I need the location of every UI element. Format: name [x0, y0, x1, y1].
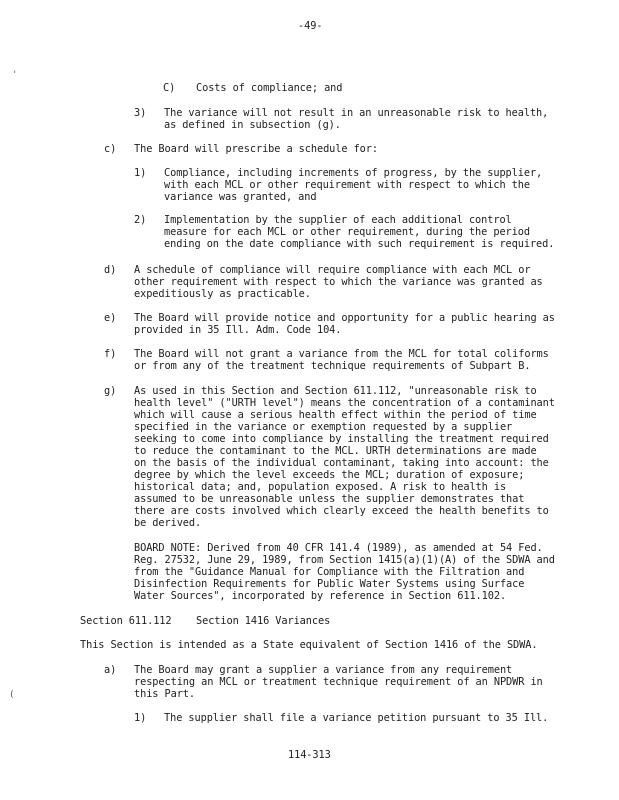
text-line: which will cause a serious health effect within the period of time	[134, 409, 537, 421]
board-note-line: BOARD NOTE: Derived from 40 CFR 141.4 (1989), as amended at 54 Fed.	[134, 542, 543, 554]
text-line: A schedule of compliance will require compliance with each MCL or	[134, 264, 531, 276]
item-label: d)	[104, 264, 117, 276]
text-line: to reduce the contaminant to the MCL. URTH determinations are made	[134, 445, 537, 457]
text-line: there are costs involved which clearly exceed the health benefits to	[134, 505, 549, 517]
text-line: ending on the date compliance with such requirement is required.	[164, 238, 555, 250]
text-line: The Board will prescribe a schedule for:	[134, 143, 378, 155]
item-label: 1)	[134, 712, 147, 724]
board-note-line: Reg. 27532, June 29, 1989, from Section 1415(a)(1)(A) of the SDWA and	[134, 554, 555, 566]
text-line: expeditiously as practicable.	[134, 288, 311, 300]
text-line: as defined in subsection (g).	[164, 119, 341, 131]
board-note-line: from the "Guidance Manual for Compliance with the Filtration and	[134, 566, 525, 578]
text-line: The Board will not grant a variance from the MCL for total coliforms	[134, 348, 549, 360]
text-line: variance was granted, and	[164, 191, 317, 203]
page-number: -49-	[298, 20, 323, 32]
board-note-line: Disinfection Requirements for Public Water Systems using Surface	[134, 578, 525, 590]
section-title: Section 1416 Variances	[196, 615, 331, 627]
text-line: be derived.	[134, 517, 202, 529]
text-line: on the basis of the individual contaminant, taking into account: the	[134, 457, 549, 469]
item-label: f)	[104, 348, 117, 360]
text-line: Implementation by the supplier of each additional control	[164, 214, 512, 226]
item-label: g)	[104, 385, 117, 397]
item-label: e)	[104, 312, 117, 324]
text-line: The supplier shall file a variance petition pursuant to 35 Ill.	[164, 712, 549, 724]
text-line: provided in 35 Ill. Adm. Code 104.	[134, 324, 342, 336]
text-line: Compliance, including increments of progress, by the supplier,	[164, 167, 543, 179]
text-line: measure for each MCL or other requirement, during the period	[164, 226, 530, 238]
item-label: 2)	[134, 214, 147, 226]
item-label: 3)	[134, 107, 147, 119]
page-footer: 114-313	[288, 749, 331, 761]
item-label: 1)	[134, 167, 147, 179]
board-note-line: Water Sources", incorporated by reference in Section 611.102.	[134, 590, 507, 602]
text-line: or from any of the treatment technique requirements of Subpart B.	[134, 360, 531, 372]
text-line: with each MCL or other requirement with respect to which the	[164, 179, 530, 191]
margin-mark: '	[12, 70, 18, 80]
text-line: this Part.	[134, 688, 195, 700]
text-line: seeking to come into compliance by installing the treatment required	[134, 433, 549, 445]
section-number: Section 611.112	[80, 615, 172, 627]
text-line: health level" ("URTH level") means the concentration of a contaminant	[134, 397, 555, 409]
text-line: Costs of compliance; and	[196, 82, 343, 94]
text-line: The Board will provide notice and opportunity for a public hearing as	[134, 312, 555, 324]
text-line: The variance will not result in an unreasonable risk to health,	[164, 107, 549, 119]
text-line: historical data; and, population exposed. A risk to health is	[134, 481, 507, 493]
item-label: a)	[104, 664, 117, 676]
item-label: C)	[163, 82, 176, 94]
text-line: other requirement with respect to which the variance was granted as	[134, 276, 543, 288]
text-line: As used in this Section and Section 611.112, "unreasonable risk to	[134, 385, 537, 397]
text-line: specified in the variance or exemption requested by a supplier	[134, 421, 513, 433]
text-line: This Section is intended as a State equivalent of Section 1416 of the SDWA.	[80, 639, 538, 651]
text-line: The Board may grant a supplier a variance from any requirement	[134, 664, 513, 676]
text-line: degree by which the level exceeds the MCL; duration of exposure;	[134, 469, 525, 481]
text-line: respecting an MCL or treatment technique requirement of an NPDWR in	[134, 676, 543, 688]
margin-mark: (	[9, 690, 15, 700]
text-line: assumed to be unreasonable unless the supplier demonstrates that	[134, 493, 525, 505]
item-label: c)	[104, 143, 117, 155]
